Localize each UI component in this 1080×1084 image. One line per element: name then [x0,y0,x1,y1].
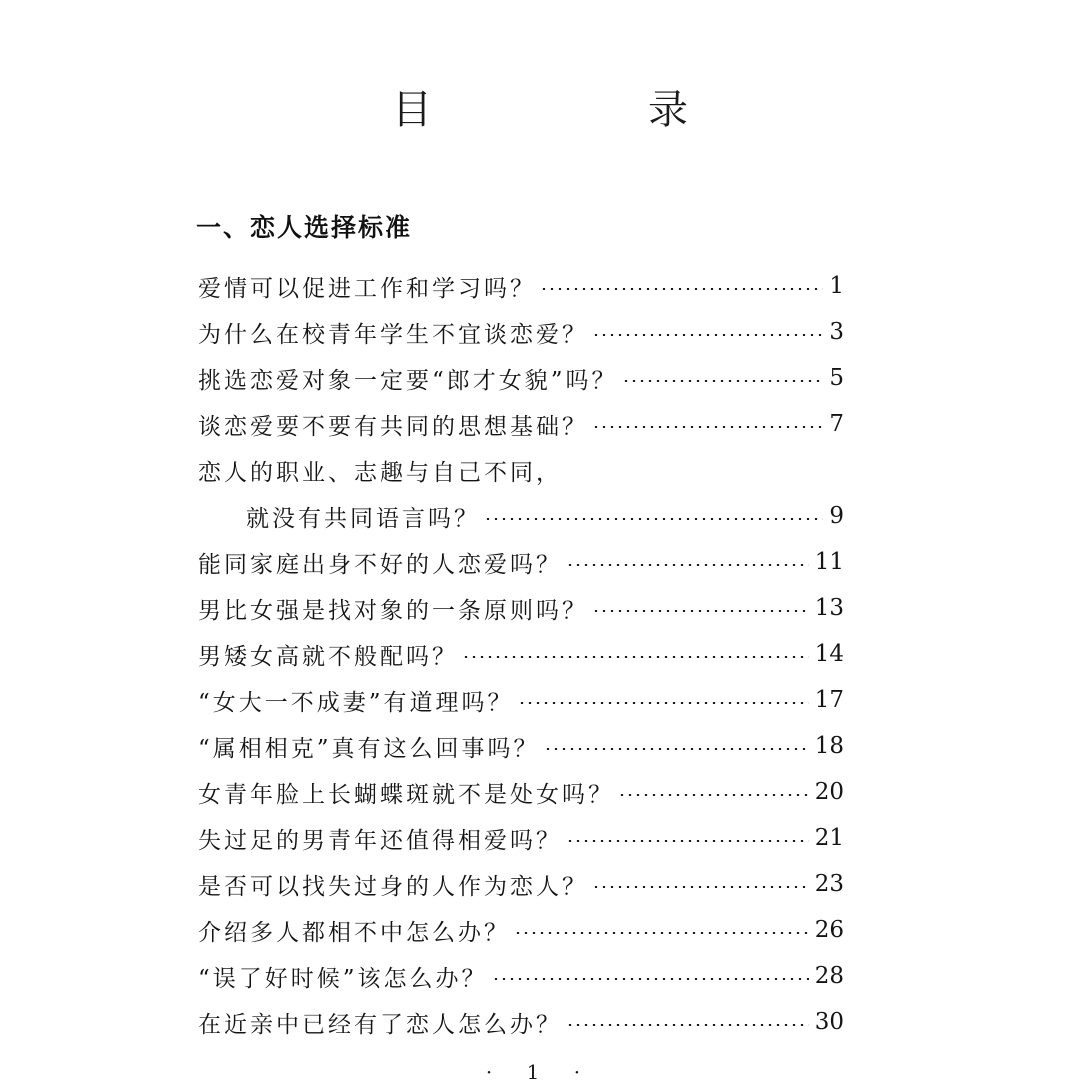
toc-entry-continuation[interactable] [246,498,844,534]
toc-entry[interactable] [198,958,844,994]
toc-entry[interactable] [198,360,844,396]
dot-leader [622,380,824,382]
dot-leader [592,886,809,888]
toc-entry-title: 能同家庭出身不好的人恋爱吗？ [198,551,562,578]
footer-page-number: · 1 · [485,1060,595,1084]
dot-leader [618,794,809,796]
toc-entry-title: 为什么在校青年学生不宜谈恋爱？ [198,321,588,348]
dot-leader [592,426,823,428]
toc-entry-title: 挑选恋爱对象一定要“郎才女貌”吗？ [198,367,618,394]
toc-entry-page: 21 [814,825,844,851]
toc-entry-title: 在近亲中已经有了恋人怎么办？ [198,1011,562,1038]
toc-entry[interactable] [198,682,844,718]
dot-leader [484,518,823,520]
toc-entry-page: 1 [829,273,844,299]
toc-entry[interactable] [198,820,844,856]
dot-leader [514,932,809,934]
toc-entry[interactable] [198,314,844,350]
toc-entry-title: “女大一不成妻”有道理吗？ [198,689,514,716]
toc-entry-title: 谈恋爱要不要有共同的思想基础？ [198,413,588,440]
dot-leader [462,656,809,658]
toc-entry-page: 3 [829,319,844,345]
toc-entry[interactable] [198,728,844,764]
toc-entry[interactable] [198,406,844,442]
toc-entry-title: 男矮女高就不般配吗？ [198,643,458,670]
toc-entry-page: 28 [814,963,844,989]
toc-entry[interactable] [198,912,844,948]
toc-entry-page: 9 [829,503,844,529]
toc-entry-page: 30 [814,1009,844,1035]
toc-entry-title: 介绍多人都相不中怎么办？ [198,919,510,946]
toc-entry-page: 20 [814,779,844,805]
toc-entry-title: 就没有共同语言吗？ [246,505,480,532]
toc-entry-page: 11 [814,549,844,575]
toc-entry-title: “属相相克”真有这么回事吗？ [198,735,540,762]
toc-entry[interactable] [198,866,844,902]
toc-entry-page: 18 [814,733,844,759]
dot-leader [592,334,823,336]
toc-entry-page: 13 [814,595,844,621]
toc-entry-page: 23 [814,871,844,897]
toc-entry-title: 失过足的男青年还值得相爱吗？ [198,827,562,854]
toc-entry[interactable] [198,774,844,810]
section-heading: 一、恋人选择标准 [196,213,413,242]
toc-entry-title: 女青年脸上长蝴蝶斑就不是处女吗？ [198,781,614,808]
toc-entry[interactable] [198,1004,844,1040]
toc-entry-first-line[interactable] [198,452,844,488]
toc-entry[interactable] [198,268,844,304]
toc-entry[interactable] [198,544,844,580]
toc-entry-page: 26 [814,917,844,943]
toc-entry-page: 7 [829,411,844,437]
dot-leader [544,748,809,750]
dot-leader [566,840,809,842]
toc-entry[interactable] [198,590,844,626]
page-title: 目 录 [392,87,776,133]
toc-entry-page: 14 [814,641,844,667]
toc-entry-title: 是否可以找失过身的人作为恋人？ [198,873,588,900]
toc-entry-page: 17 [814,687,844,713]
toc-entry-title: 爱情可以促进工作和学习吗？ [198,275,536,302]
dot-leader [592,610,809,612]
dot-leader [540,288,823,290]
toc-entry-title: 男比女强是找对象的一条原则吗？ [198,597,588,624]
dot-leader [566,1024,809,1026]
toc-entry[interactable] [198,636,844,672]
toc-entry-page: 5 [829,365,844,391]
toc-entry-title: “误了好时候”该怎么办？ [198,965,488,992]
toc-entry-title: 恋人的职业、志趣与自己不同， [198,459,562,486]
dot-leader [566,564,809,566]
dot-leader [518,702,809,704]
dot-leader [492,978,809,980]
